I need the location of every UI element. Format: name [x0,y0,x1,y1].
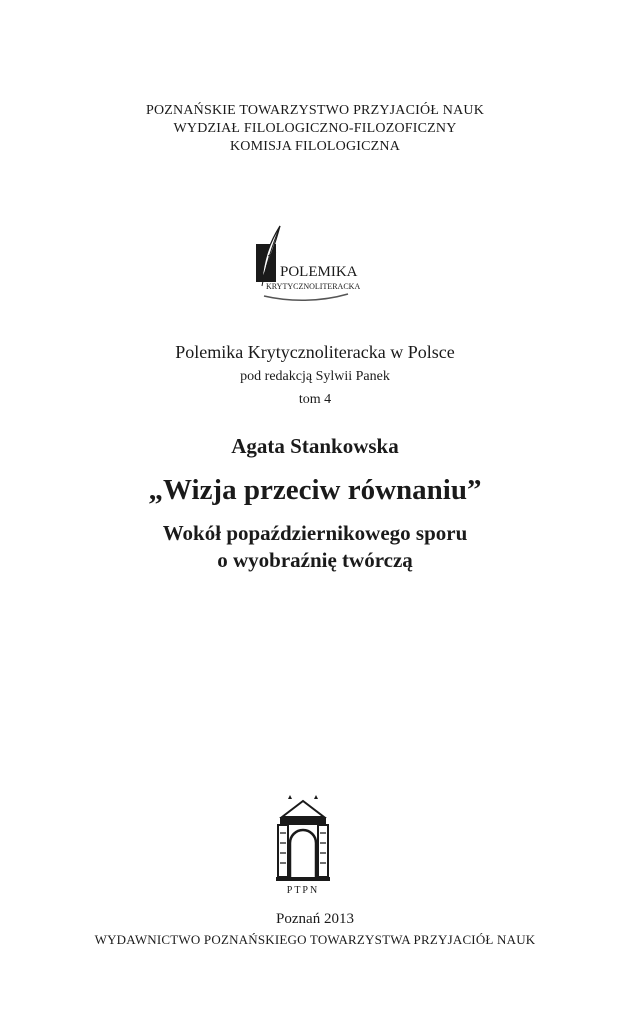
city-year: Poznań 2013 [276,911,354,927]
gate-pediment [282,801,324,817]
ptpn-logo-text: PTPN [286,885,320,895]
book-subtitle-line1: Wokół popaździernikowego sporu [162,521,468,545]
logo-word-polemika: POLEMIKA [280,264,358,280]
commission-name: KOMISJA FILOLOGICZNA [229,139,401,154]
institution-name: POZNAŃSKIE TOWARZYSTWO PRZYJACIÓŁ NAUK [145,103,485,118]
faculty-name: WYDZIAŁ FILOLOGICZNO-FILOZOFICZNY [173,121,457,136]
book-author: Agata Stankowska [231,434,399,458]
series-editor: pod redakcją Sylwii Panek [240,369,390,384]
gate-arch [290,830,316,877]
gate-base [276,877,330,881]
gate-finials [288,795,318,799]
gate-arch-logo-icon [268,795,338,895]
book-subtitle-line2: o wyobraźnię twórczą [217,548,413,572]
series-title: Polemika Krytycznoliteracka w Polsce [175,342,455,362]
gate-pillar-bands [280,833,326,863]
logo-swoosh [264,294,348,300]
logo-word-krytycznoliteracka: KRYTYCZNOLITERACKA [266,282,360,291]
gate-lintel [280,817,326,825]
series-volume: tom 4 [298,392,332,407]
quill-pen-logo-icon [250,224,360,308]
publisher-name: WYDAWNICTWO POZNAŃSKIEGO TOWARZYSTWA PRZYJACIÓŁ NAUK [94,932,536,947]
book-title: „Wizja przeciw równaniu” [148,474,482,506]
